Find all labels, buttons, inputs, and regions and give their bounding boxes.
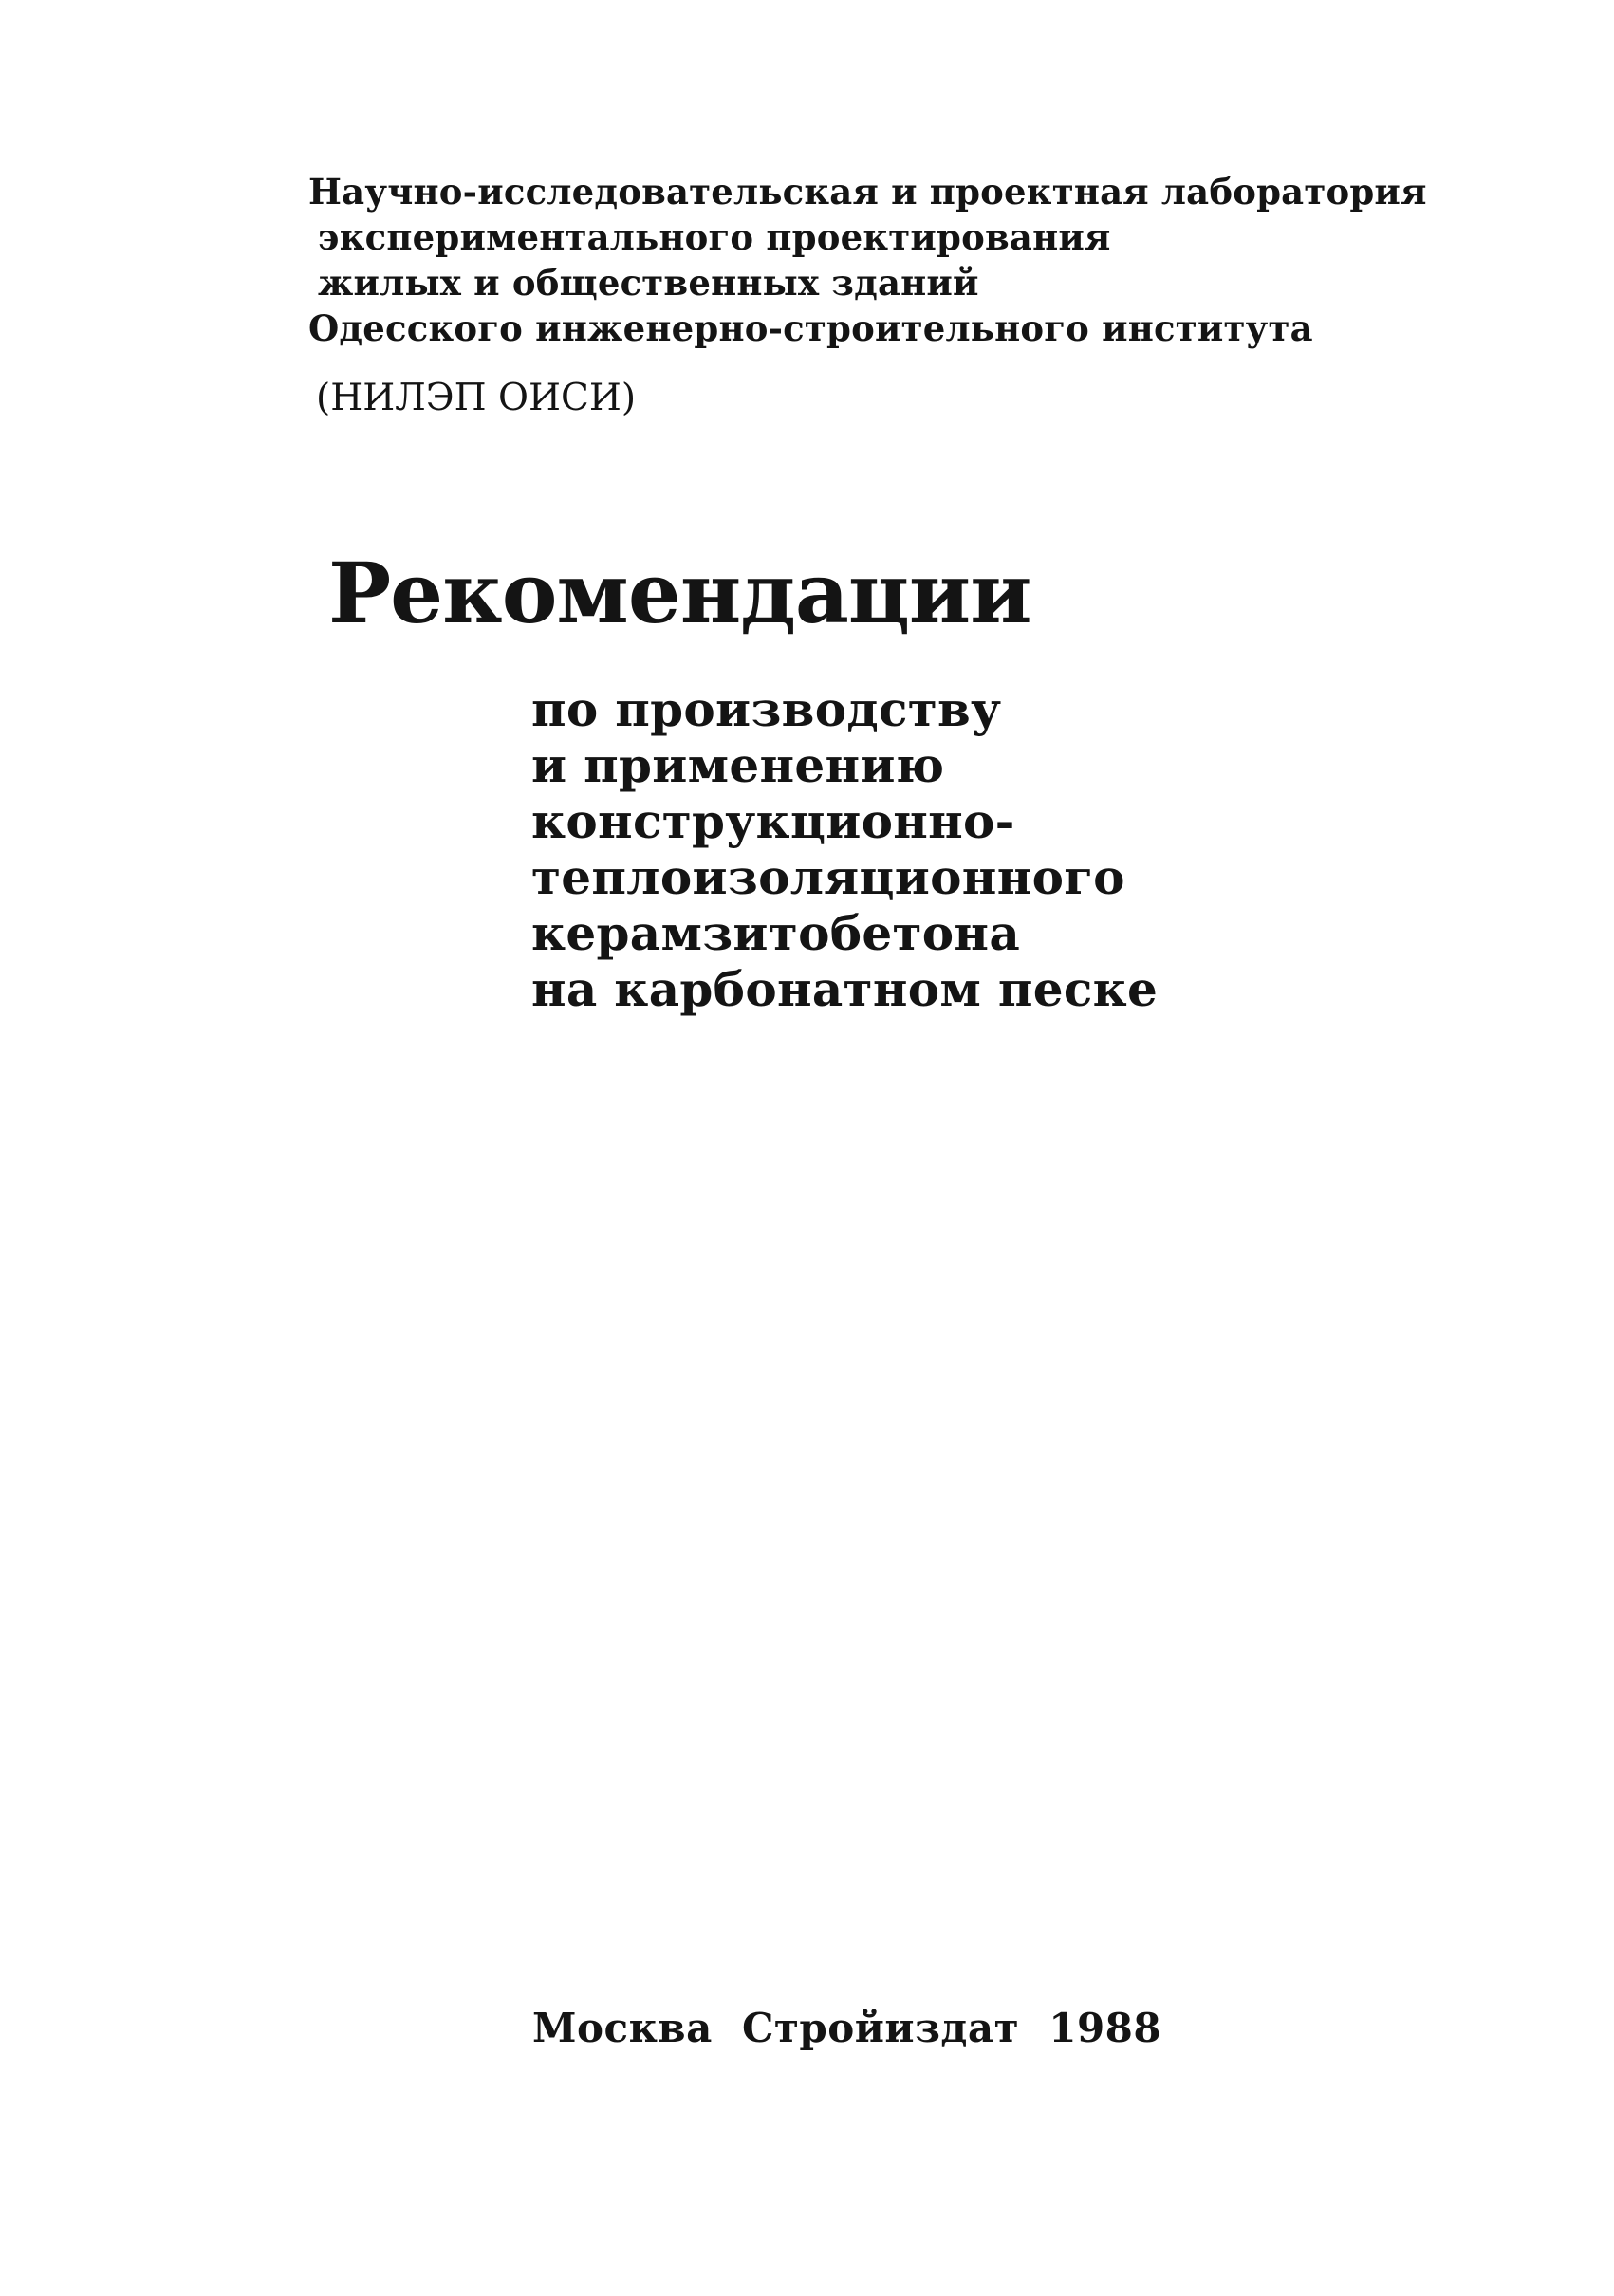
- imprint-year: 1988: [1048, 2005, 1162, 2051]
- institution-line: Одесского инженерно-строительного института: [308, 307, 1313, 349]
- document-title: Рекомендации: [328, 544, 1031, 642]
- subtitle-line: теплоизоляционного: [531, 849, 1125, 905]
- imprint-publisher: Стройиздат: [741, 2005, 1020, 2051]
- subtitle-line: на карбонатном песке: [531, 961, 1159, 1017]
- subtitle-line: по производству: [531, 681, 1002, 737]
- imprint: [532, 2002, 1161, 2055]
- imprint-city: Москва: [532, 2005, 713, 2051]
- institution-line: жилых и общественных зданий: [318, 262, 979, 304]
- institution-block: [308, 169, 1447, 351]
- document-subtitle: [531, 681, 1480, 1017]
- subtitle-line: и применению: [531, 737, 945, 793]
- institution-line: Научно-исследовательская и проектная лаборатория: [308, 171, 1427, 213]
- institution-line: экспериментального проектирования: [318, 216, 1111, 258]
- subtitle-line: керамзитобетона: [531, 905, 1021, 961]
- institution-abbreviation: (НИЛЭП ОИСИ): [316, 377, 637, 419]
- subtitle-line: конструкционно-: [531, 793, 1015, 849]
